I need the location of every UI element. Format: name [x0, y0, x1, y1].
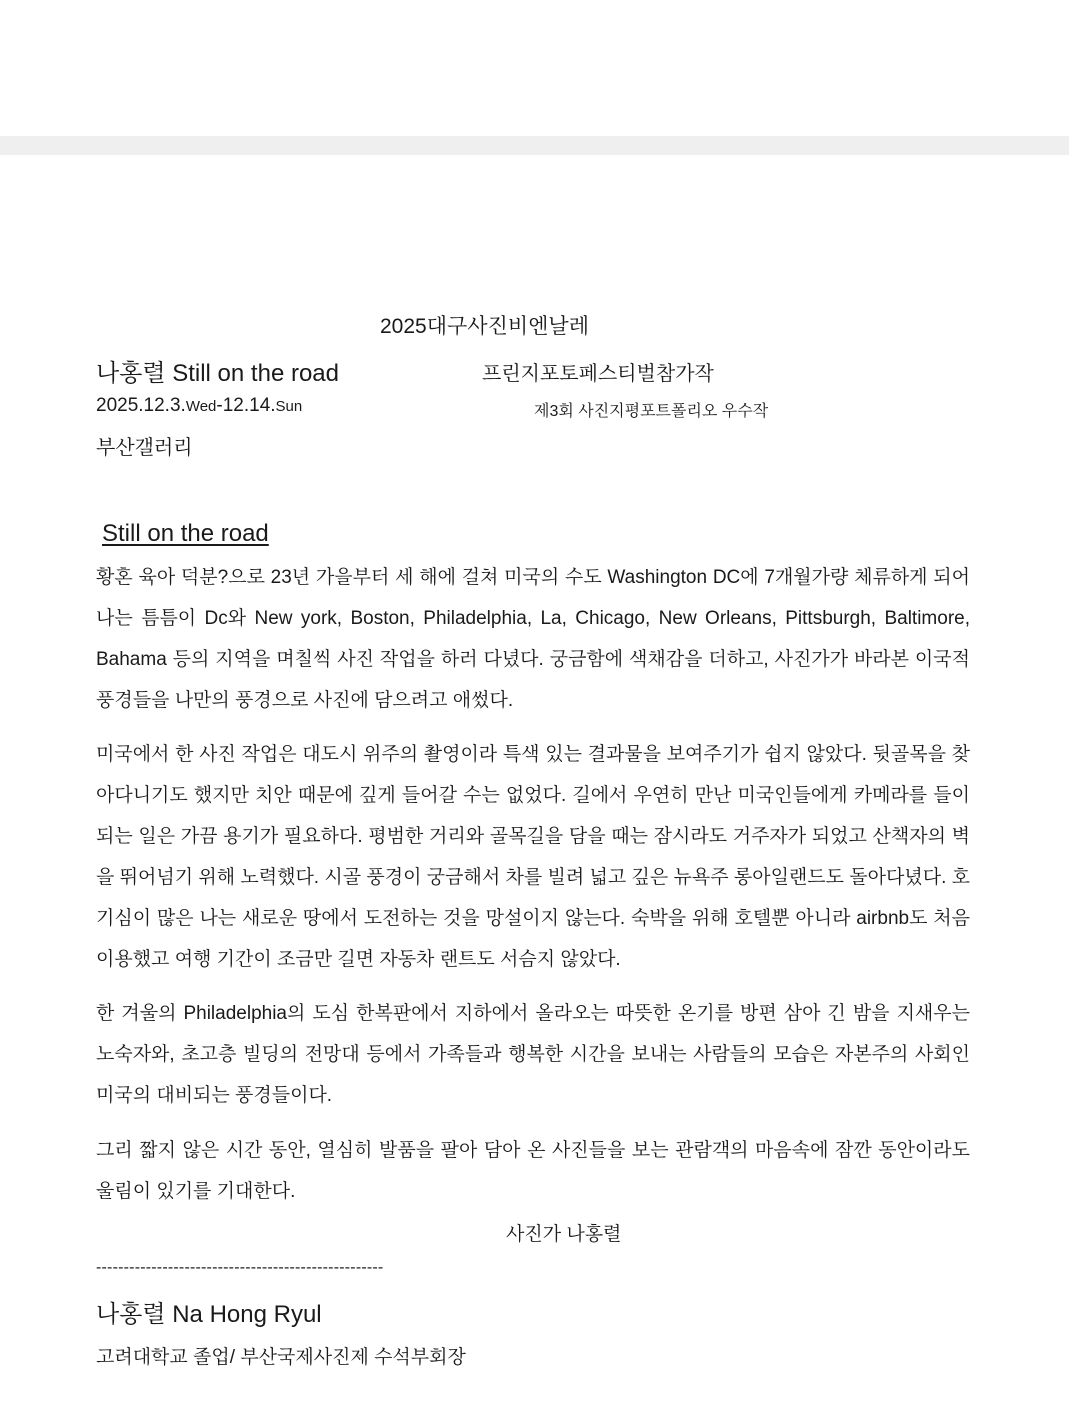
date-start: 2025.12.3.: [96, 395, 186, 416]
date-end: -12.14.: [216, 395, 276, 416]
profile-education: 고려대학교 졸업/ 부산국제사진제 수석부회장: [96, 1347, 466, 1368]
award-label: 제3회 사진지평포트폴리오 우수작: [534, 403, 769, 420]
essay-paragraph-2: 미국에서 한 사진 작업은 대도시 위주의 촬영이라 특색 있는 결과물을 보여주기가 쉽지 않았다. 뒷골목을 찾아다니기도 했지만 치안 때문에 깊게 들어갈 수는 없었다. 길에서 우연히 만난 미국인들에게 카메라를 들이 되는 일은 가끔 용기가 필요하다. 평범한 거리와 골목길을 담을 때는 잠시라도 거주자가 되었고 산책자의 벽을 뛰어넘기 위해 노력했다. 시골 풍경이 궁금해서 차를 빌려 넓고 깊은 뉴욕주 롱아일랜드도 돌아다녔다. 호기심이 많은 나는 새로운 땅에서 도전하는 것을 망설이지 않는다. 숙박을 위해 호텔뿐 아니라 airbnb도 처음 이용했고 여행 기간이 조금만 길면 자동차 랜트도 서슴지 않았다.: [96, 744, 970, 970]
exhibition-title: 나홍렬 Still on the road: [96, 360, 339, 387]
essay-paragraph-3: 한 겨울의 Philadelphia의 도심 한복판에서 지하에서 올라오는 따뜻한 온기를 방편 삼아 긴 밤을 지새우는 노숙자와, 초고층 빌딩의 전망대 등에서 가족들과 행복한 시간을 보내는 사람들의 모습은 자본주의 사회인 미국의 대비되는 풍경들이다.: [96, 1003, 970, 1106]
date-end-day: Sun: [275, 398, 303, 415]
page-separator-band: [0, 136, 1069, 155]
essay-paragraph-1: 황혼 육아 덕분?으로 23년 가을부터 세 해에 걸쳐 미국의 수도 Washington DC에 7개월가량 체류하게 되어 나는 틈틈이 Dc와 New york, Boston, Philadelphia, La, Chicago, New Orleans, Pittsburgh, Baltimore, Bahama 등의 지역을 며칠씩 사진 작업을 하러 다녔다. 궁금함에 색채감을 더하고, 사진가가 바라본 이국적 풍경들을 나만의 풍경으로 사진에 담으려고 애썼다.: [96, 567, 970, 711]
profile-name: 나홍렬 Na Hong Ryul: [96, 1301, 322, 1328]
document-page: [0, 155, 1069, 1425]
date-start-day: Wed: [185, 398, 217, 415]
venue-name: 부산갤러리: [96, 437, 193, 459]
section-divider: ----------------------------------------------------: [96, 1259, 384, 1276]
biennale-title: 2025대구사진비엔날레: [380, 315, 590, 338]
viewer-top-margin: [0, 0, 1069, 136]
essay-signature: 사진가 나홍렬: [506, 1224, 622, 1245]
essay-paragraph-4: 그리 짧지 않은 시간 동안, 열심히 발품을 팔아 담아 온 사진들을 보는 관람객의 마음속에 잠깐 동안이라도 울림이 있기를 기대한다.: [96, 1140, 970, 1202]
essay-heading: Still on the road: [102, 520, 269, 547]
exhibition-dates: [96, 395, 302, 417]
fringe-festival-label: 프린지포토페스티벌참가작: [482, 363, 714, 385]
